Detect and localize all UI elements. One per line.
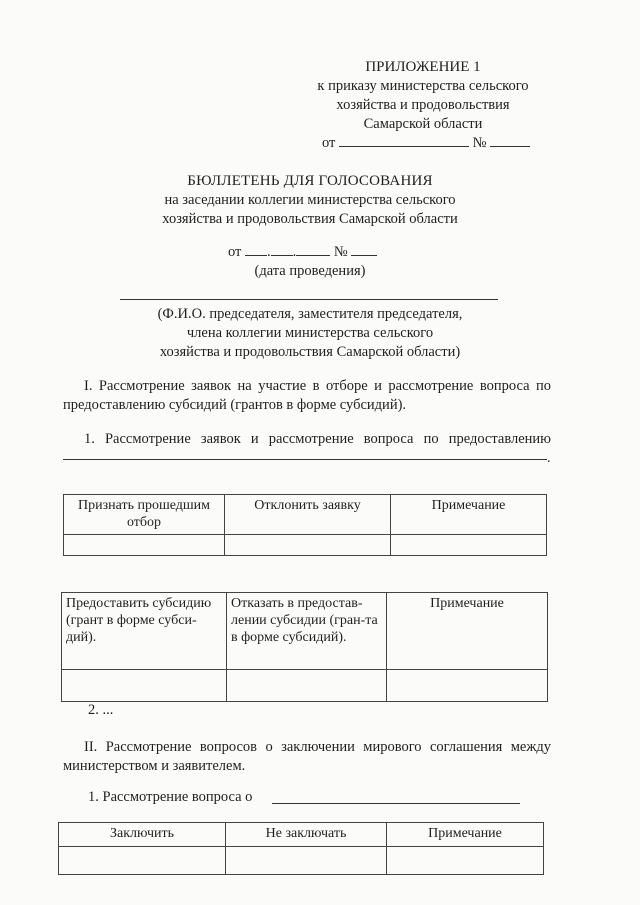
annex-line-3: Самарской области — [363, 116, 483, 132]
header-conclude: Заключить — [59, 823, 226, 847]
ballot-date-caption: (дата проведения) — [254, 263, 366, 279]
vote-cell-refuse-subsidy[interactable] — [227, 670, 387, 702]
annex-number-field[interactable] — [490, 134, 530, 147]
ballot-date-prefix: от — [228, 244, 242, 260]
ballot-month-field[interactable] — [271, 243, 293, 256]
section2-heading: II. Рассмотрение вопросов о заключении мирового соглашения между министерством и заявителем. — [63, 739, 551, 774]
ballot-title-block — [120, 172, 500, 229]
header-pass-selection: Признать прошедшим отбор — [64, 495, 225, 535]
section1-heading: I. Рассмотрение заявок на участие в отборе и рассмотрение вопроса по предоставлению субсидий (грантов в форме субсидий). — [63, 378, 551, 413]
ballot-day-field[interactable] — [245, 243, 267, 256]
section1-item1-period: . — [547, 451, 551, 466]
ballot-number-field[interactable] — [351, 243, 377, 256]
vote-cell-note[interactable] — [387, 670, 548, 702]
header-refuse-subsidy: Отказать в предостав-лении субсидии (гран-та в форме субсидий). — [227, 593, 387, 670]
vote-cell-reject-application[interactable] — [225, 535, 391, 556]
signatory-line-3: хозяйства и продовольствия Самарской области) — [159, 344, 461, 360]
signatory-name-field[interactable] — [120, 299, 498, 300]
header-note: Примечание — [391, 495, 547, 535]
vote-cell-not-conclude[interactable] — [226, 847, 387, 875]
header-note: Примечание — [387, 593, 548, 670]
section2-item1 — [88, 789, 252, 806]
annex-heading: ПРИЛОЖЕНИЕ 1 — [365, 59, 481, 75]
signatory-line-1: (Ф.И.О. председателя, заместителя председателя, — [157, 306, 463, 322]
signatory-line-2: члена коллегии министерства сельского — [186, 325, 434, 341]
section1-item1-subject-field[interactable] — [63, 459, 547, 460]
vote-cell-conclude[interactable] — [59, 847, 226, 875]
header-not-conclude: Не заключать — [226, 823, 387, 847]
header-reject-application: Отклонить заявку — [225, 495, 391, 535]
annex-date-field[interactable] — [339, 134, 469, 147]
vote-cell-pass-selection[interactable] — [64, 535, 225, 556]
table-selection — [63, 494, 547, 556]
annex-line-2: хозяйства и продовольствия — [336, 97, 510, 113]
header-grant-subsidy: Предоставить субсидию (грант в форме субси-дий). — [62, 593, 227, 670]
annex-date-line — [300, 134, 546, 153]
section2-item1-label: 1. Рассмотрение вопроса о — [88, 789, 253, 805]
header-note: Примечание — [387, 823, 544, 847]
vote-cell-note[interactable] — [387, 847, 544, 875]
section1-item1: 1. Рассмотрение заявок и рассмотрение вопроса по предоставлению — [84, 431, 551, 447]
section2-item1-subject-field[interactable] — [272, 803, 520, 804]
signatory-caption — [120, 305, 500, 362]
ballot-subtitle-2: хозяйства и продовольствия Самарской области — [162, 211, 458, 227]
table-subsidy — [61, 592, 548, 702]
annex-block — [300, 58, 546, 153]
vote-cell-note[interactable] — [391, 535, 547, 556]
ballot-number-sign: № — [333, 244, 348, 260]
ballot-title: БЮЛЛЕТЕНЬ ДЛЯ ГОЛОСОВАНИЯ — [187, 173, 433, 189]
ballot-subtitle-1: на заседании коллегии министерства сельского — [164, 192, 456, 208]
table-settlement — [58, 822, 544, 875]
annex-date-prefix: от — [322, 135, 336, 151]
annex-number-sign: № — [472, 135, 487, 151]
section1-item2: 2. ... — [88, 702, 114, 718]
ballot-year-field[interactable] — [296, 243, 330, 256]
vote-cell-grant-subsidy[interactable] — [62, 670, 227, 702]
annex-line-1: к приказу министерства сельского — [317, 78, 529, 94]
ballot-date-line: от . . № — [228, 243, 377, 261]
